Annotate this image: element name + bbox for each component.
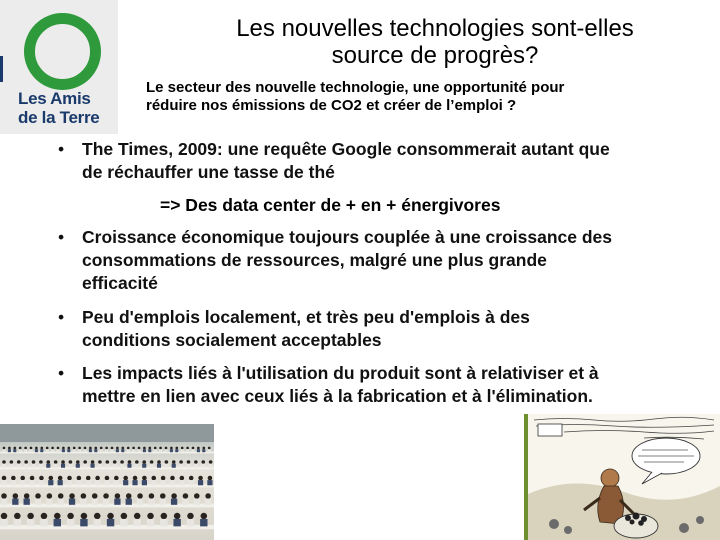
cartoon-illustration bbox=[524, 414, 720, 540]
bullet-dot-icon: • bbox=[58, 227, 65, 247]
bullet-line: efficacité bbox=[82, 273, 158, 293]
subtitle-line-1: Le secteur des nouvelle technologie, une opportunité pour bbox=[146, 79, 565, 96]
bullet-line: consommations de ressources, malgré une plus grande bbox=[82, 250, 547, 270]
conclusion-line: => Des data center de + en + énergivores bbox=[160, 195, 501, 215]
miner-cartoon bbox=[524, 414, 720, 540]
bullet-dot-icon: • bbox=[58, 139, 65, 159]
bullet-text bbox=[82, 362, 697, 408]
bullet-text bbox=[82, 138, 697, 184]
logo-ring-icon bbox=[24, 13, 101, 90]
cartoon-border bbox=[524, 414, 528, 540]
logo-line-2: de la Terre bbox=[18, 108, 100, 127]
workers-illustration bbox=[0, 424, 214, 540]
bullet-line: The Times, 2009: une requête Google consommerait autant que bbox=[82, 139, 610, 159]
bullet-line: de réchauffer une tasse de thé bbox=[82, 162, 335, 182]
bullet-line: Croissance économique toujours couplée à une croissance des bbox=[82, 227, 613, 247]
bullet-line: conditions socialement acceptables bbox=[82, 330, 382, 350]
bullet-text bbox=[82, 226, 697, 295]
title-line-2: source de progrès? bbox=[331, 42, 539, 69]
organization-logo bbox=[0, 0, 118, 134]
bullet-text bbox=[82, 306, 697, 352]
slide-title bbox=[122, 15, 720, 69]
title-line-1: Les nouvelles technologies sont-elles bbox=[236, 15, 634, 42]
bullet-dot-icon: • bbox=[58, 307, 65, 327]
logo-text bbox=[18, 89, 118, 127]
bullet-line: Les impacts liés à l'utilisation du produit sont à relativiser et à bbox=[82, 363, 599, 383]
factory-workers-photo bbox=[0, 424, 214, 540]
logo-line-1: Les Amis bbox=[18, 89, 91, 108]
bullet-line: mettre en lien avec ceux liés à la fabrication et à l'élimination. bbox=[82, 386, 593, 406]
logo-edge-mark bbox=[0, 56, 3, 82]
slide-subtitle bbox=[146, 79, 686, 115]
subtitle-line-2: réduire nos émissions de CO2 et créer de l’emploi ? bbox=[146, 97, 517, 114]
bullet-line: Peu d'emplois localement, et très peu d'emplois à des bbox=[82, 307, 530, 327]
bullet-dot-icon: • bbox=[58, 363, 65, 383]
